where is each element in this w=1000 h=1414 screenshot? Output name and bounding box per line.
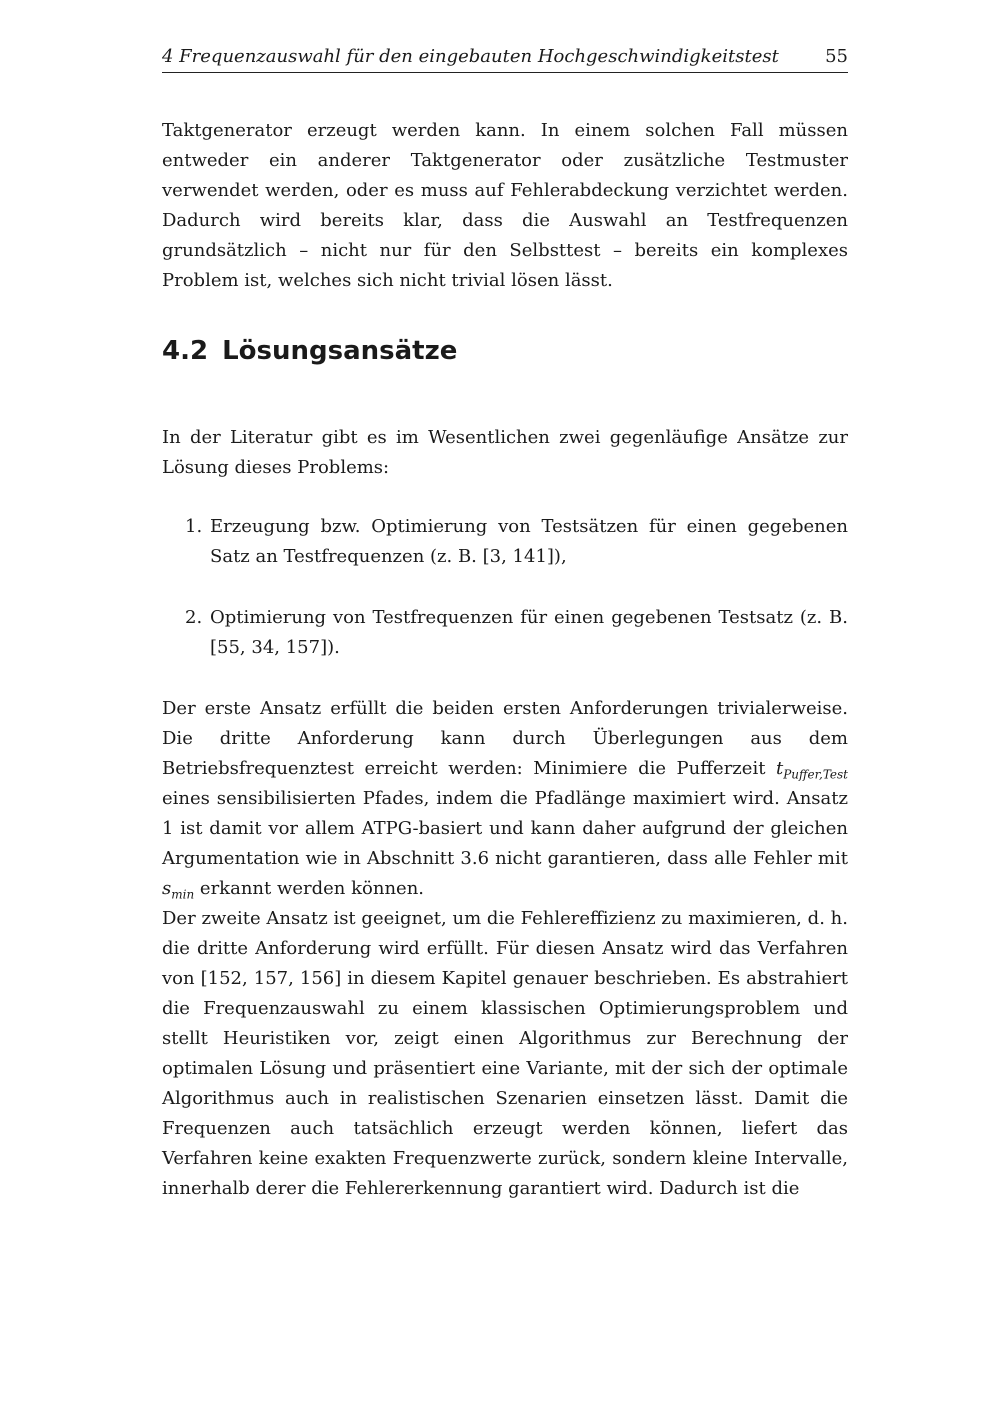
text-run: eines sensibilisierten Pfades, indem die Pfadlänge maximiert wird. Ansatz 1 ist damit vor allem ATPG-basiert und kann daher aufgrund der gleichen Argumentation wie in Abschnitt 3.6 nicht garantieren, dass alle Fehler mit — [162, 788, 848, 869]
math-variable: s — [162, 878, 172, 899]
list-item-text: Erzeugung bzw. Optimierung von Testsätzen für einen gegebenen Satz an Testfrequenzen (z. B. [3, 141]), — [210, 516, 848, 567]
section-heading — [162, 336, 457, 366]
text-run: Der erste Ansatz erfüllt die beiden ersten Anforderungen trivialerweise. Die dritte Anforderung kann durch Überlegungen aus dem Betriebsfrequenztest erreicht werden: Minimiere die Pufferzeit — [162, 698, 848, 779]
paragraph-intro: Taktgenerator erzeugt werden kann. In einem solchen Fall müssen entweder ein anderer Taktgenerator oder zusätzliche Testmuster verwendet werden, oder es muss auf Fehlerabdeckung verzichtet werden. Dadurch wird bereits klar, dass die Auswahl an Testfrequenzen grundsätzlich – nicht nur für den Selbsttest – bereits ein komplexes Problem ist, welches sich nicht trivial lösen lässt. — [162, 120, 848, 291]
list-marker: 1. — [185, 516, 203, 537]
math-variable: t — [775, 758, 784, 779]
math-subscript: Puffer,Test — [783, 767, 848, 782]
chapter-title: 4 Frequenzauswahl für den eingebauten Hochgeschwindigkeitstest — [162, 46, 779, 67]
paragraph-second-approach: Der zweite Ansatz ist geeignet, um die Fehlereffizienz zu maximieren, d. h. die dritte Anforderung wird erfüllt. Für diesen Ansatz wird das Verfahren von [152, 157, 156] in diesem Kapitel genauer beschrieben. Es abstrahiert die Frequenzauswahl zu einem klassischen Optimierungsproblem und stellt Heuristiken vor, zeigt einen Algorithmus zur Berechnung der optimalen Lösung und präsentiert eine Variante, mit der sich der optimale Algorithmus auch in realistischen Szenarien einsetzen lässt. Damit die Frequenzen auch tatsächlich erzeugt werden können, liefert das Verfahren keine exakten Frequenzwerte zurück, sondern kleine Intervalle, innerhalb derer die Fehlererkennung garantiert wird. Dadurch ist die — [162, 908, 848, 1199]
math-subscript: min — [171, 887, 195, 902]
section-title: Lösungsansätze — [222, 336, 458, 366]
paragraph-first-approach — [162, 694, 848, 904]
text-run: erkannt werden können. — [194, 878, 425, 899]
list-marker: 2. — [185, 607, 203, 628]
paragraph-literature: In der Literatur gibt es im Wesentlichen zwei gegenläufige Ansätze zur Lösung dieses Problems: — [162, 427, 848, 478]
running-header — [162, 44, 848, 73]
section-number: 4.2 — [162, 336, 209, 366]
page-number: 55 — [825, 46, 848, 67]
list-item-text: Optimierung von Testfrequenzen für einen gegebenen Testsatz (z. B. [55, 34, 157]). — [210, 607, 848, 658]
